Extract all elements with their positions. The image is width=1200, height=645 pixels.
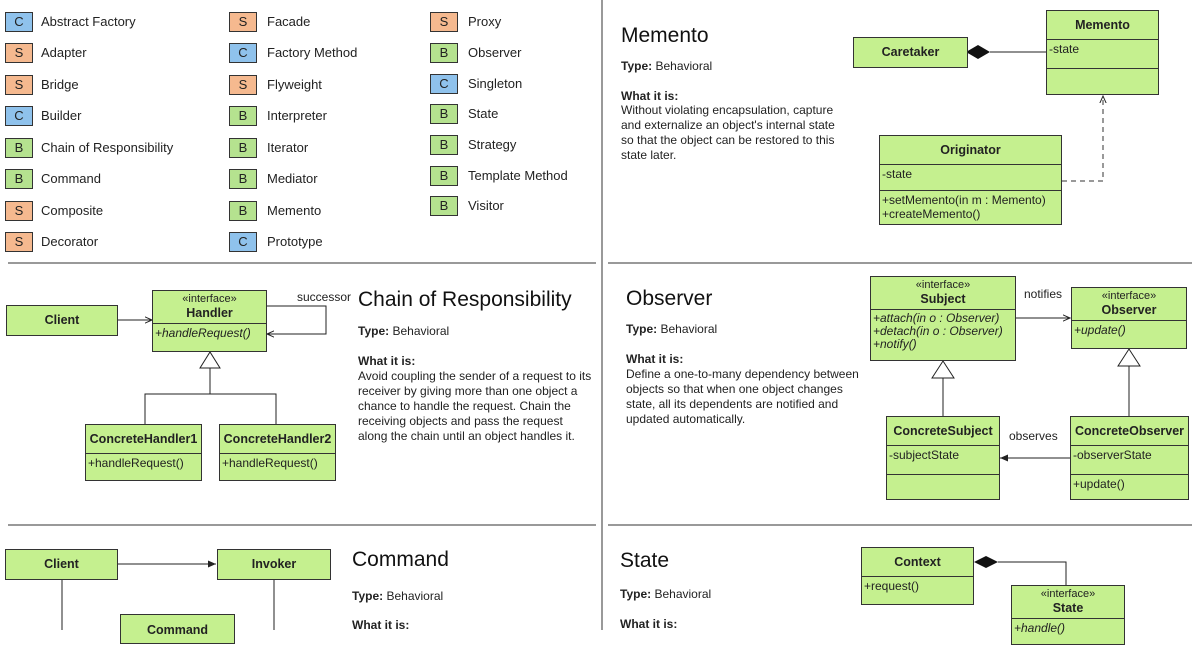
category-badge: C bbox=[5, 12, 33, 32]
caretaker-class bbox=[853, 37, 968, 68]
type-label: Type: bbox=[358, 324, 390, 338]
notifies-label: notifies bbox=[1024, 287, 1063, 301]
class-name: Memento bbox=[1075, 18, 1130, 32]
class-name: State bbox=[1052, 601, 1084, 615]
stereotype: «interface» bbox=[1040, 588, 1096, 600]
pattern-type bbox=[620, 587, 711, 601]
class-operations: +request() bbox=[862, 576, 973, 595]
state-association-line bbox=[998, 562, 1066, 585]
pattern-name: Template Method bbox=[468, 168, 568, 183]
category-badge: S bbox=[5, 75, 33, 95]
chain-inherit-branches bbox=[145, 394, 276, 424]
pattern-name: Prototype bbox=[267, 234, 323, 249]
aggregation-diamond-icon bbox=[966, 45, 990, 59]
type-value: Behavioral bbox=[660, 322, 718, 336]
category-badge: C bbox=[430, 74, 458, 94]
pattern-name: Command bbox=[41, 171, 101, 186]
pattern-name: Flyweight bbox=[267, 77, 322, 92]
class-name: Observer bbox=[1101, 303, 1157, 317]
class-attributes: -subjectState bbox=[887, 445, 999, 474]
pattern-type bbox=[621, 59, 712, 73]
class-operations bbox=[887, 474, 999, 479]
class-name: ConcreteHandler2 bbox=[223, 432, 332, 446]
pattern-name: Proxy bbox=[468, 14, 502, 29]
pattern-title: Chain of Responsibility bbox=[358, 288, 572, 311]
type-value: Behavioral bbox=[655, 59, 713, 73]
class-operations: +handleRequest() bbox=[220, 453, 335, 472]
client-class bbox=[6, 305, 118, 336]
pattern-name: Mediator bbox=[267, 171, 318, 186]
category-badge: B bbox=[229, 138, 257, 158]
category-badge: B bbox=[430, 166, 458, 186]
class-operations bbox=[1012, 618, 1124, 637]
memento-dependency-line bbox=[1062, 96, 1103, 181]
what-it-is-label: What it is: bbox=[621, 89, 679, 103]
pattern-name: Adapter bbox=[41, 45, 87, 60]
pattern-name: Decorator bbox=[41, 234, 99, 249]
pattern-title: State bbox=[620, 549, 670, 572]
pattern-type bbox=[352, 589, 443, 603]
pattern-name: Iterator bbox=[267, 140, 309, 155]
category-badge: S bbox=[5, 43, 33, 63]
class-name: Context bbox=[894, 555, 941, 569]
handler-interface bbox=[152, 290, 267, 352]
class-operations bbox=[153, 323, 266, 342]
pattern-name: Facade bbox=[267, 14, 311, 29]
class-name: Handler bbox=[186, 306, 233, 320]
pattern-type bbox=[626, 322, 717, 336]
what-it-is-label: What it is: bbox=[626, 352, 684, 366]
pattern-title: Memento bbox=[621, 24, 709, 47]
aggregation-diamond-icon bbox=[974, 556, 998, 568]
pattern-name: Singleton bbox=[468, 76, 523, 91]
operation: +setMemento(in m : Memento) bbox=[882, 193, 1046, 207]
class-name: Caretaker bbox=[881, 45, 940, 59]
category-badge: B bbox=[5, 169, 33, 189]
pattern-name: Visitor bbox=[468, 198, 504, 213]
category-badge: B bbox=[430, 104, 458, 124]
category-badge: C bbox=[5, 106, 33, 126]
category-badge: C bbox=[229, 232, 257, 252]
class-operations bbox=[1072, 320, 1186, 339]
what-it-is-label: What it is: bbox=[620, 617, 678, 631]
pattern-name: Bridge bbox=[41, 77, 79, 92]
category-badge: B bbox=[229, 201, 257, 221]
type-label: Type: bbox=[352, 589, 384, 603]
class-operations bbox=[871, 309, 1015, 353]
what-it-is-label: What it is: bbox=[358, 354, 416, 368]
pattern-description: Avoid coupling the sender of a request to its receiver by giving more than one object a chance to handle the request. Chain the receiving objects and pass the request along the chain until an object handles it. bbox=[358, 369, 592, 443]
pattern-description: Without violating encapsulation, capture and externalize an object's internal state so that the object can be restored to this state later. bbox=[621, 103, 835, 162]
operation: +createMemento() bbox=[882, 207, 981, 221]
class-name: Command bbox=[146, 623, 209, 637]
class-name: ConcreteSubject bbox=[893, 424, 993, 438]
operation: +handleRequest() bbox=[155, 326, 251, 340]
observer-interface bbox=[1071, 287, 1187, 349]
originator-class bbox=[879, 135, 1062, 225]
class-name: Client bbox=[44, 557, 79, 571]
successor-loop bbox=[267, 306, 326, 334]
class-name: Client bbox=[44, 313, 80, 327]
pattern-name: Abstract Factory bbox=[41, 14, 136, 29]
successor-label: successor bbox=[297, 290, 352, 304]
type-label: Type: bbox=[626, 322, 658, 336]
state-interface bbox=[1011, 585, 1125, 645]
pattern-name: Observer bbox=[468, 45, 522, 60]
pattern-name: Composite bbox=[41, 203, 104, 218]
inheritance-triangle-icon bbox=[200, 352, 220, 368]
pattern-name: State bbox=[468, 106, 499, 121]
pattern-title: Command bbox=[352, 548, 449, 571]
stereotype: «interface» bbox=[182, 293, 237, 305]
class-name: ConcreteHandler1 bbox=[89, 432, 198, 446]
pattern-name: Chain of Responsibility bbox=[41, 140, 174, 155]
operation: +detach(in o : Observer) bbox=[873, 324, 1003, 338]
category-badge: B bbox=[430, 196, 458, 216]
operation: +handle() bbox=[1014, 621, 1066, 635]
type-value: Behavioral bbox=[654, 587, 712, 601]
class-name: Originator bbox=[940, 143, 1001, 157]
inheritance-triangle-icon bbox=[932, 361, 954, 378]
class-attributes: -state bbox=[1047, 39, 1158, 68]
class-name: Invoker bbox=[251, 557, 297, 571]
command-class bbox=[120, 614, 235, 644]
pattern-name: Factory Method bbox=[267, 45, 358, 60]
pattern-name: Builder bbox=[41, 108, 82, 123]
operation: +update() bbox=[1074, 323, 1126, 337]
concrete-subject-class bbox=[886, 416, 1000, 500]
observes-label: observes bbox=[1009, 429, 1058, 443]
pattern-name: Memento bbox=[267, 203, 322, 218]
category-badge: B bbox=[5, 138, 33, 158]
category-badge: C bbox=[229, 43, 257, 63]
pattern-name: Strategy bbox=[468, 137, 517, 152]
class-operations: +handleRequest() bbox=[86, 453, 201, 472]
class-attributes: -observerState bbox=[1071, 445, 1188, 474]
pattern-name: Interpreter bbox=[267, 108, 327, 123]
category-badge: S bbox=[430, 12, 458, 32]
context-class bbox=[861, 547, 974, 605]
concrete-handler-2 bbox=[219, 424, 336, 481]
category-badge: S bbox=[229, 75, 257, 95]
class-name: ConcreteObserver bbox=[1074, 424, 1185, 438]
category-badge: B bbox=[430, 135, 458, 155]
class-operations bbox=[880, 190, 1061, 223]
type-label: Type: bbox=[620, 587, 652, 601]
concrete-handler-1 bbox=[85, 424, 202, 481]
type-value: Behavioral bbox=[392, 324, 450, 338]
stereotype: «interface» bbox=[915, 279, 971, 291]
what-it-is-label: What it is: bbox=[352, 618, 410, 632]
class-operations bbox=[1047, 68, 1158, 96]
category-badge: B bbox=[229, 169, 257, 189]
category-badge: S bbox=[5, 201, 33, 221]
client-class bbox=[5, 549, 118, 580]
pattern-description: Define a one-to-many dependency between objects so that when one object changes state, all its dependents are notified and updated automatically. bbox=[626, 367, 859, 426]
operation: +notify() bbox=[873, 337, 917, 351]
memento-class bbox=[1046, 10, 1159, 95]
category-badge: B bbox=[430, 43, 458, 63]
stereotype: «interface» bbox=[1101, 290, 1157, 302]
class-attributes: -state bbox=[880, 164, 1061, 190]
category-badge: S bbox=[5, 232, 33, 252]
category-badge: S bbox=[229, 12, 257, 32]
type-label: Type: bbox=[621, 59, 653, 73]
concrete-observer-class bbox=[1070, 416, 1189, 500]
class-operations: +update() bbox=[1071, 474, 1188, 493]
pattern-type bbox=[358, 324, 449, 338]
inheritance-triangle-icon bbox=[1118, 349, 1140, 366]
pattern-title: Observer bbox=[626, 287, 713, 310]
category-badge: B bbox=[229, 106, 257, 126]
invoker-class bbox=[217, 549, 331, 580]
class-name: Subject bbox=[920, 292, 966, 306]
type-value: Behavioral bbox=[386, 589, 444, 603]
operation: +attach(in o : Observer) bbox=[873, 311, 1000, 325]
subject-interface bbox=[870, 276, 1016, 361]
